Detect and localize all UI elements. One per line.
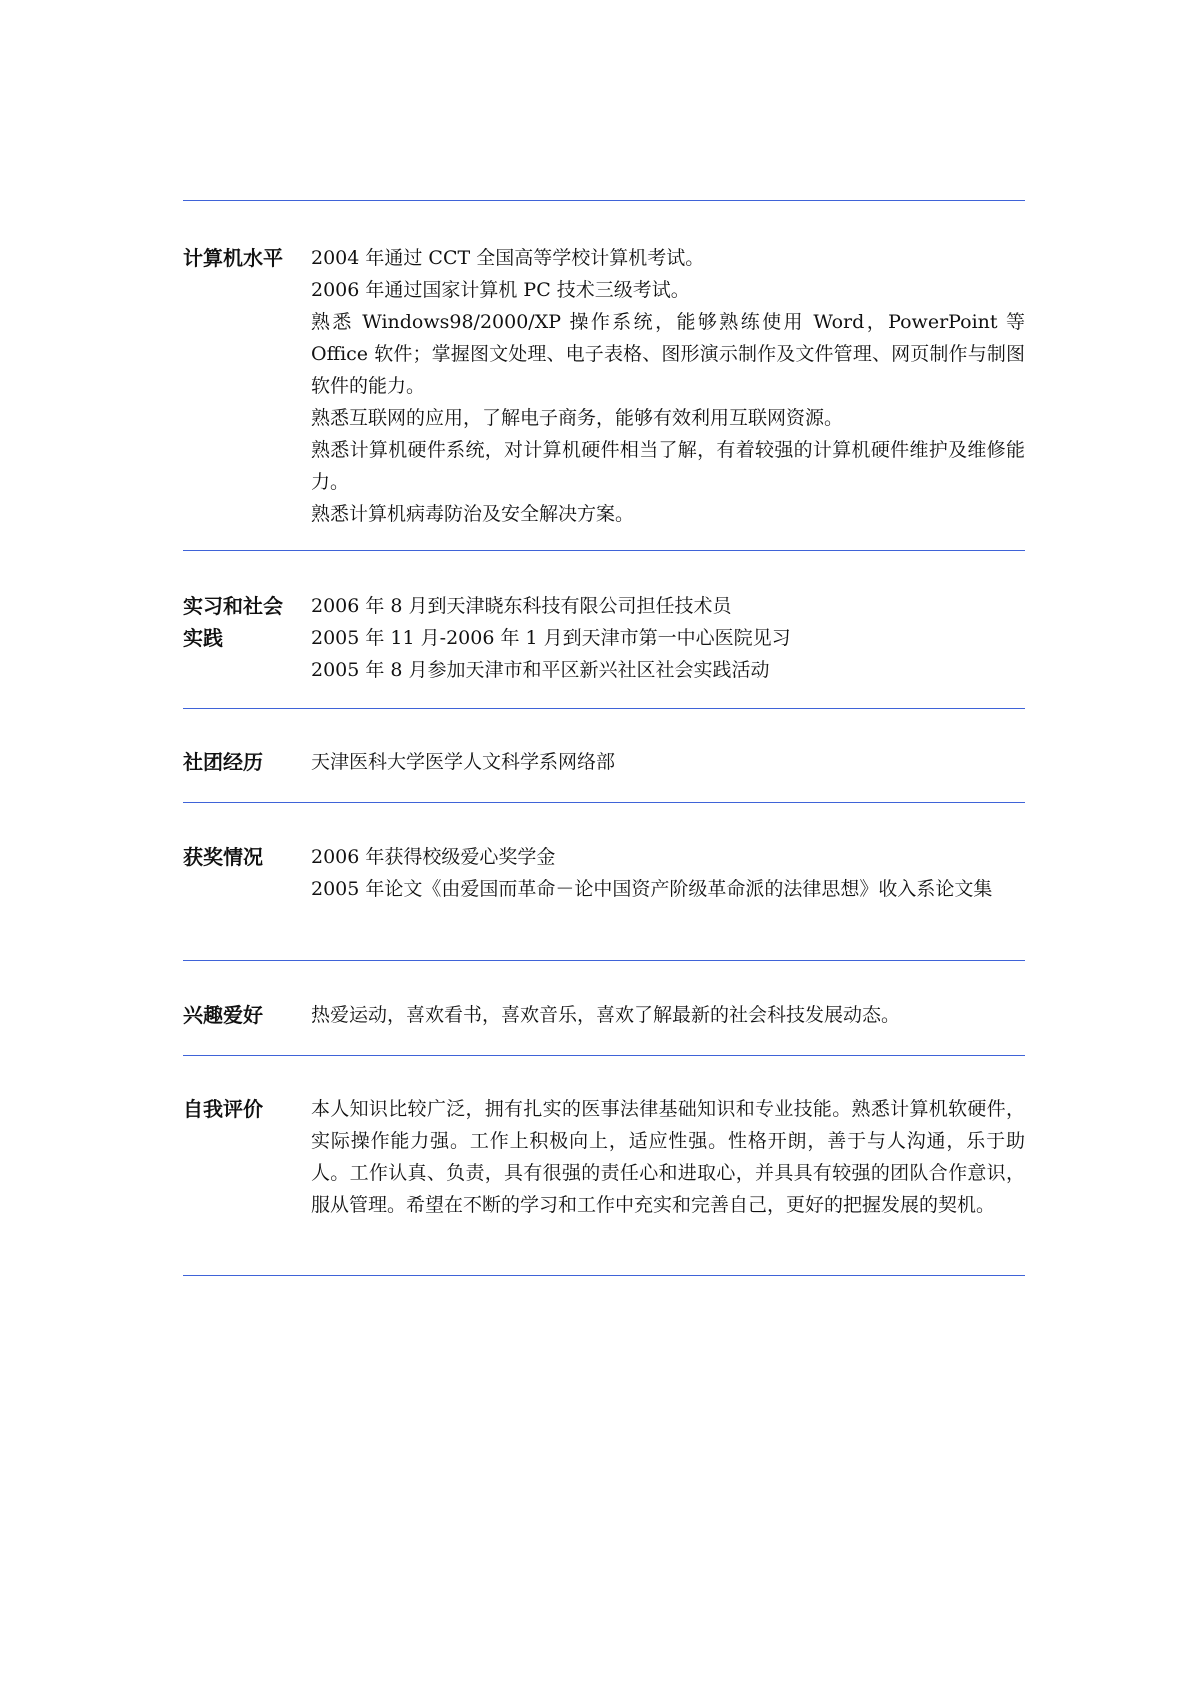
section-content bbox=[311, 590, 1025, 686]
section-divider bbox=[183, 960, 1025, 961]
content-line: 熟悉计算机硬件系统，对计算机硬件相当了解，有着较强的计算机硬件维护及维修能力。 bbox=[311, 439, 1025, 493]
section-divider bbox=[183, 1055, 1025, 1056]
content-line: 2005 年 8 月参加天津市和平区新兴社区社会实践活动 bbox=[311, 659, 770, 681]
content-line: 2005 年 11 月-2006 年 1 月到天津市第一中心医院见习 bbox=[311, 627, 791, 649]
content-line: 热爱运动，喜欢看书，喜欢音乐，喜欢了解最新的社会科技发展动态。 bbox=[311, 1004, 901, 1026]
content-line: 2005 年论文《由爱国而革命－论中国资产阶级革命派的法律思想》收入系论文集 bbox=[311, 878, 993, 900]
content-paragraph: 本人知识比较广泛，拥有扎实的医事法律基础知识和专业技能。熟悉计算机软硬件，实际操作能力强。工作上积极向上，适应性强。性格开朗，善于与人沟通，乐于助人。工作认真、负责，具有很强的责任心和进取心，并具具有较强的团队合作意识，服从管理。希望在不断的学习和工作中充实和完善自己，更好的把握发展的契机。 bbox=[311, 1098, 1025, 1216]
section-label: 实习和社会实践 bbox=[183, 594, 283, 650]
content-line: 2006 年获得校级爱心奖学金 bbox=[311, 846, 556, 868]
section-content bbox=[311, 242, 1025, 530]
section-content bbox=[311, 1093, 1025, 1221]
section-divider bbox=[183, 200, 1025, 201]
section-content bbox=[311, 999, 1025, 1031]
section-label: 计算机水平 bbox=[183, 246, 283, 270]
content-line: 2006 年 8 月到天津晓东科技有限公司担任技术员 bbox=[311, 595, 732, 617]
section-label: 获奖情况 bbox=[183, 845, 263, 869]
content-line: 熟悉互联网的应用，了解电子商务，能够有效利用互联网资源。 bbox=[311, 407, 844, 429]
content-line: 2006 年通过国家计算机 PC 技术三级考试。 bbox=[311, 279, 690, 301]
content-line: 天津医科大学医学人文科学系网络部 bbox=[311, 751, 616, 773]
section-divider bbox=[183, 708, 1025, 709]
section-divider bbox=[183, 1275, 1025, 1276]
section-divider bbox=[183, 550, 1025, 551]
section-label: 社团经历 bbox=[183, 750, 263, 774]
content-line: 熟悉计算机病毒防治及安全解决方案。 bbox=[311, 503, 635, 525]
section-label: 兴趣爱好 bbox=[183, 1003, 263, 1027]
section-content bbox=[311, 746, 1025, 778]
content-line: 熟悉 Windows98/2000/XP 操作系统，能够熟练使用 Word，PowerPoint 等 Office 软件；掌握图文处理、电子表格、图形演示制作及文件管理、网页制作与制图软件的能力。 bbox=[311, 311, 1025, 397]
section-content bbox=[311, 841, 1025, 905]
section-divider bbox=[183, 802, 1025, 803]
content-line: 2004 年通过 CCT 全国高等学校计算机考试。 bbox=[311, 247, 705, 269]
section-label: 自我评价 bbox=[183, 1097, 263, 1121]
